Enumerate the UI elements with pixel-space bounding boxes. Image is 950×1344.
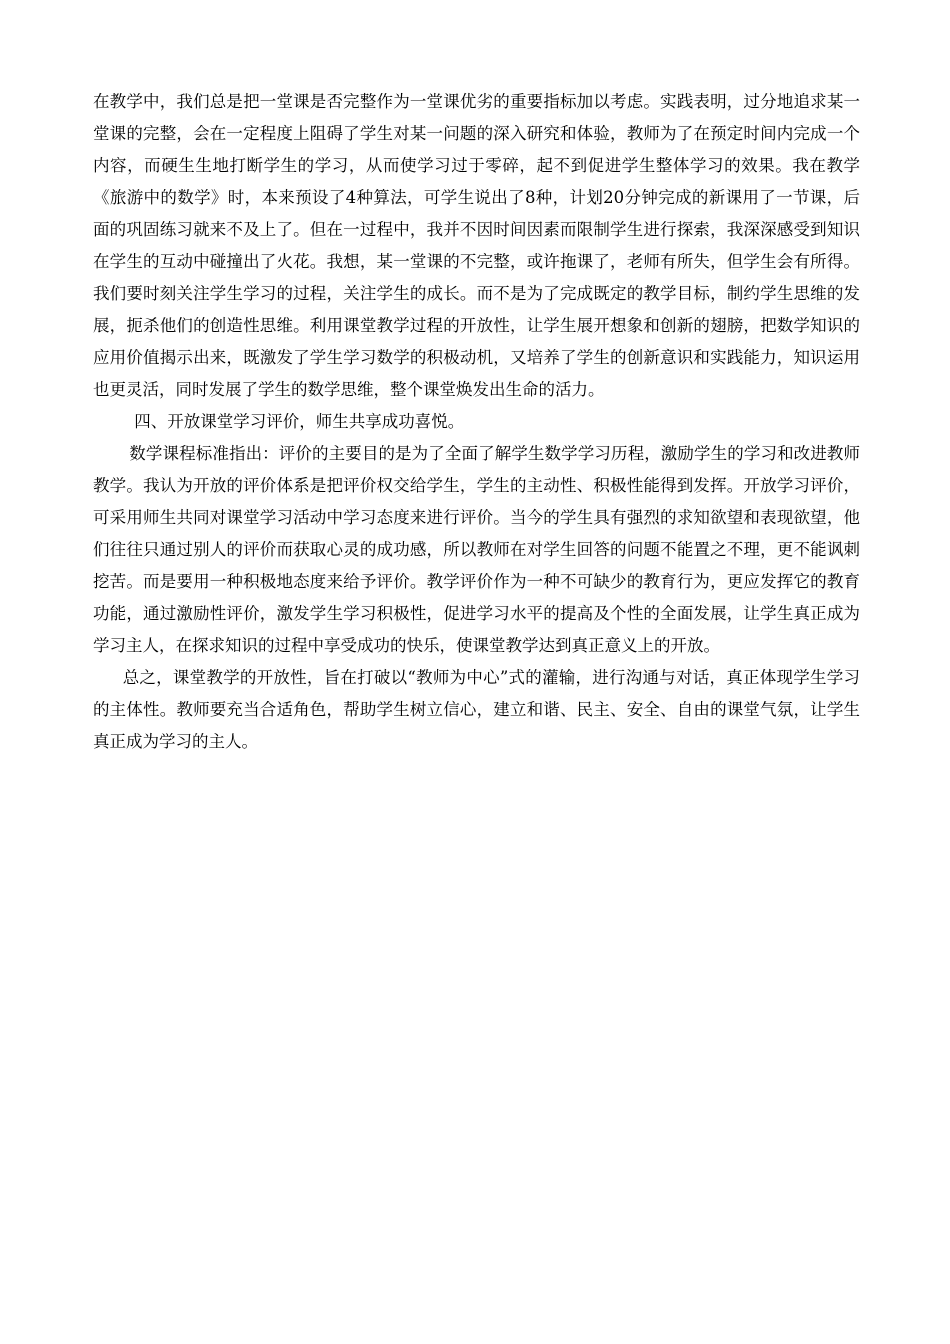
body-paragraph-2: 数学课程标准指出：评价的主要目的是为了全面了解学生数学学习历程，激励学生的学习和改进教师教学。我认为开放的评价体系是把评价权交给学生，学生的主动性、积极性能得到发挥。开放学习评价，可采用师生共同对课堂学习活动中学习态度来进行评价。当今的学生具有强烈的求知欲望和表现欲望，他们往往只通过别人的评价而获取心灵的成功感，所以教师在对学生回答的问题不能置之不理，更不能讽刺挖苦。而是要用一种积极地态度来给予评价。教学评价作为一种不可缺少的教育行为，更应发挥它的教育功能，通过激励性评价，激发学生学习积极性，促进学习水平的提高及个性的全面发展，让学生真正成为学习主人，在探求知识的过程中享受成功的快乐，使课堂教学达到真正意义上的开放。 <box>93 444 860 655</box>
body-paragraph-1: 在教学中，我们总是把一堂课是否完整作为一堂课优劣的重要指标加以考虑。实践表明，过分地追求某一堂课的完整，会在一定程度上阻碍了学生对某一问题的深入研究和体验，教师为了在预定时间内完成一个内容，而硬生生地打断学生的学习，从而使学习过于零碎，起不到促进学生整体学习的效果。我在教学《旅游中的数学》时，本来预设了4种算法，可学生说出了8种，计划20分钟完成的新课用了一节课，后面的巩固练习就来不及上了。但在一过程中，我并不因时间因素而限制学生进行探索，我深深感受到知识在学生的互动中碰撞出了火花。我想，某一堂课的不完整，或许拖课了，老师有所失，但学生会有所得。我们要时刻关注学生学习的过程，关注学生的成长。而不是为了完成既定的教学目标，制约学生思维的发展，扼杀他们的创造性思维。利用课堂教学过程的开放性，让学生展开想象和创新的翅膀，把数学知识的应用价值揭示出来，既激发了学生学习数学的积极动机，又培养了学生的创新意识和实践能力，知识运用也更灵活，同时发展了学生的数学思维，整个课堂焕发出生命的活力。 <box>93 92 860 399</box>
section-heading-4: 四、开放课堂学习评价，师生共享成功喜悦。 <box>134 412 465 431</box>
document-page <box>93 86 860 758</box>
conclusion-paragraph: 总之，课堂教学的开放性，旨在打破以“教师为中心”式的灌输，进行沟通与对话，真正体现学生学习的主体性。教师要充当合适角色，帮助学生树立信心，建立和谐、民主、安全、自由的课堂气氛，让学生真正成为学习的主人。 <box>93 668 860 751</box>
